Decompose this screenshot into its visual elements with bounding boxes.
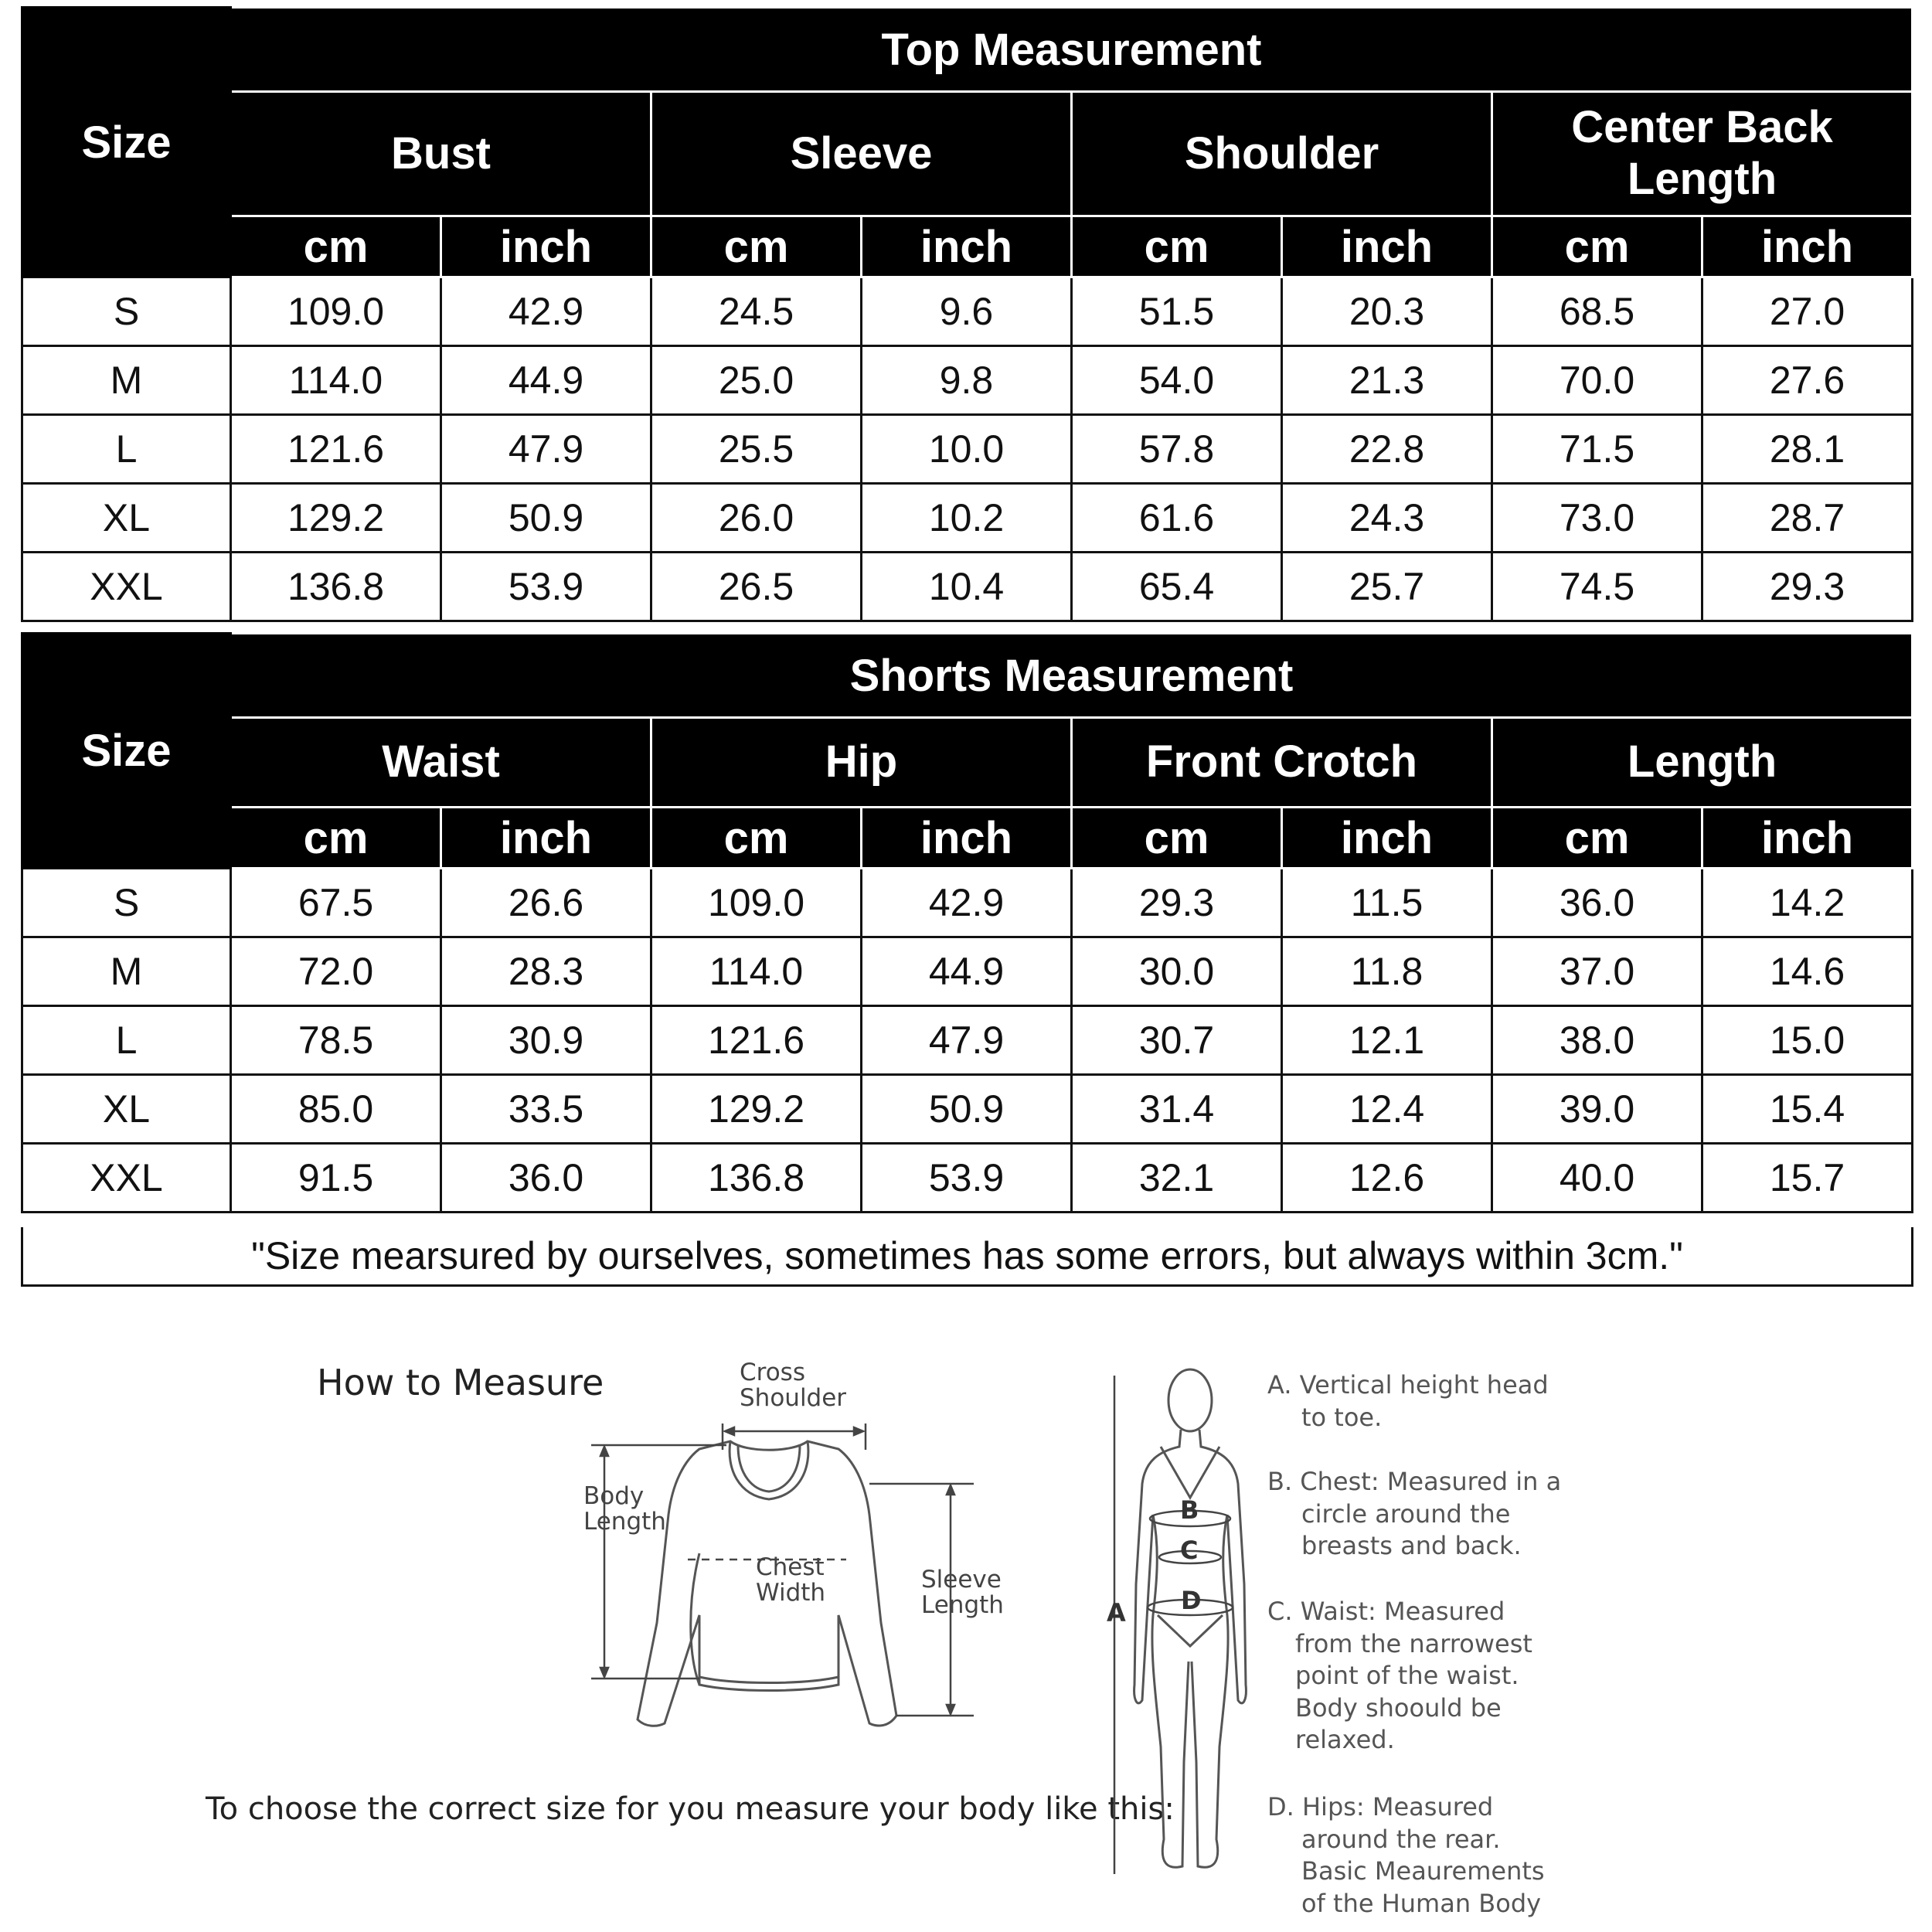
marker-a: A <box>1107 1598 1126 1628</box>
value-cell: 74.5 <box>1492 553 1702 621</box>
size-cell: S <box>22 869 231 937</box>
size-cell: M <box>22 346 231 415</box>
value-cell: 36.0 <box>441 1144 651 1213</box>
size-header: Size <box>22 8 231 277</box>
unit-header: cm <box>1492 216 1702 277</box>
value-cell: 70.0 <box>1492 346 1702 415</box>
unit-header: inch <box>1282 808 1492 869</box>
size-cell: M <box>22 937 231 1006</box>
category-header: Length <box>1492 718 1913 808</box>
value-cell: 44.9 <box>441 346 651 415</box>
value-cell: 37.0 <box>1492 937 1702 1006</box>
value-cell: 27.6 <box>1702 346 1913 415</box>
size-cell: XL <box>22 484 231 553</box>
category-header: Waist <box>231 718 651 808</box>
value-cell: 9.6 <box>862 277 1072 346</box>
category-header: Bust <box>231 92 651 216</box>
unit-header: inch <box>1702 216 1913 277</box>
value-cell: 14.2 <box>1702 869 1913 937</box>
table-row <box>22 346 1913 415</box>
table-row <box>22 1075 1913 1144</box>
value-cell: 31.4 <box>1072 1075 1282 1144</box>
value-cell: 29.3 <box>1072 869 1282 937</box>
value-cell: 109.0 <box>231 277 441 346</box>
unit-header: inch <box>441 808 651 869</box>
unit-header: inch <box>1702 808 1913 869</box>
value-cell: 12.6 <box>1282 1144 1492 1213</box>
value-cell: 67.5 <box>231 869 441 937</box>
value-cell: 36.0 <box>1492 869 1702 937</box>
size-cell: XL <box>22 1075 231 1144</box>
value-cell: 30.7 <box>1072 1006 1282 1075</box>
unit-header: cm <box>1072 808 1282 869</box>
value-cell: 27.0 <box>1702 277 1913 346</box>
value-cell: 38.0 <box>1492 1006 1702 1075</box>
value-cell: 47.9 <box>441 415 651 484</box>
value-cell: 28.7 <box>1702 484 1913 553</box>
legend-d: D. Hips: Measured around the rear. Basic Meaurements of the Human Body <box>1267 1792 1545 1918</box>
value-cell: 121.6 <box>651 1006 862 1075</box>
marker-d: D <box>1181 1586 1202 1615</box>
category-header: Shoulder <box>1072 92 1492 216</box>
unit-header: cm <box>1072 216 1282 277</box>
value-cell: 33.5 <box>441 1075 651 1144</box>
value-cell: 42.9 <box>862 869 1072 937</box>
category-header: Center Back Length <box>1492 92 1913 216</box>
unit-header: inch <box>862 808 1072 869</box>
unit-header: cm <box>1492 808 1702 869</box>
value-cell: 21.3 <box>1282 346 1492 415</box>
legend-c: C. Waist: Measured from the narrowest point of the waist. Body shoould be relaxed. <box>1267 1597 1532 1755</box>
body-length-label: Body Length <box>583 1482 666 1536</box>
value-cell: 57.8 <box>1072 415 1282 484</box>
value-cell: 29.3 <box>1702 553 1913 621</box>
value-cell: 121.6 <box>231 415 441 484</box>
value-cell: 30.0 <box>1072 937 1282 1006</box>
value-cell: 53.9 <box>862 1144 1072 1213</box>
size-header: Size <box>22 634 231 869</box>
value-cell: 72.0 <box>231 937 441 1006</box>
value-cell: 26.0 <box>651 484 862 553</box>
value-cell: 15.4 <box>1702 1075 1913 1144</box>
chest-width-label: Chest Width <box>756 1553 826 1607</box>
table-row <box>22 484 1913 553</box>
value-cell: 26.6 <box>441 869 651 937</box>
unit-header: cm <box>231 808 441 869</box>
value-cell: 30.9 <box>441 1006 651 1075</box>
value-cell: 54.0 <box>1072 346 1282 415</box>
value-cell: 47.9 <box>862 1006 1072 1075</box>
unit-header: cm <box>651 808 862 869</box>
value-cell: 114.0 <box>231 346 441 415</box>
value-cell: 14.6 <box>1702 937 1913 1006</box>
value-cell: 73.0 <box>1492 484 1702 553</box>
value-cell: 10.4 <box>862 553 1072 621</box>
value-cell: 32.1 <box>1072 1144 1282 1213</box>
measurement-note: "Size mearsured by ourselves, sometimes has some errors, but always within 3cm." <box>21 1227 1913 1287</box>
value-cell: 40.0 <box>1492 1144 1702 1213</box>
value-cell: 68.5 <box>1492 277 1702 346</box>
value-cell: 51.5 <box>1072 277 1282 346</box>
size-cell: L <box>22 415 231 484</box>
value-cell: 78.5 <box>231 1006 441 1075</box>
cross-shoulder-label: Cross Shoulder <box>740 1359 847 1413</box>
unit-header: cm <box>231 216 441 277</box>
unit-header: cm <box>651 216 862 277</box>
value-cell: 9.8 <box>862 346 1072 415</box>
value-cell: 53.9 <box>441 553 651 621</box>
value-cell: 61.6 <box>1072 484 1282 553</box>
legend-a: A. Vertical height head to toe. <box>1267 1370 1549 1432</box>
value-cell: 15.0 <box>1702 1006 1913 1075</box>
value-cell: 85.0 <box>231 1075 441 1144</box>
value-cell: 129.2 <box>651 1075 862 1144</box>
value-cell: 65.4 <box>1072 553 1282 621</box>
value-cell: 50.9 <box>441 484 651 553</box>
value-cell: 71.5 <box>1492 415 1702 484</box>
value-cell: 11.5 <box>1282 869 1492 937</box>
table-title: Shorts Measurement <box>231 634 1913 718</box>
table-row <box>22 937 1913 1006</box>
size-cell: L <box>22 1006 231 1075</box>
value-cell: 10.2 <box>862 484 1072 553</box>
unit-header: inch <box>862 216 1072 277</box>
value-cell: 44.9 <box>862 937 1072 1006</box>
how-to-measure-title: How to Measure <box>317 1362 604 1403</box>
value-cell: 11.8 <box>1282 937 1492 1006</box>
category-header: Front Crotch <box>1072 718 1492 808</box>
value-cell: 24.5 <box>651 277 862 346</box>
value-cell: 10.0 <box>862 415 1072 484</box>
shorts-measurement-table <box>21 632 1913 1213</box>
value-cell: 20.3 <box>1282 277 1492 346</box>
marker-b: B <box>1180 1495 1199 1525</box>
value-cell: 28.1 <box>1702 415 1913 484</box>
marker-c: C <box>1180 1536 1199 1565</box>
value-cell: 42.9 <box>441 277 651 346</box>
table-row <box>22 869 1913 937</box>
value-cell: 26.5 <box>651 553 862 621</box>
value-cell: 109.0 <box>651 869 862 937</box>
value-cell: 91.5 <box>231 1144 441 1213</box>
value-cell: 24.3 <box>1282 484 1492 553</box>
value-cell: 25.7 <box>1282 553 1492 621</box>
unit-header: inch <box>441 216 651 277</box>
category-header: Hip <box>651 718 1072 808</box>
table-row <box>22 1144 1913 1213</box>
table-row <box>22 415 1913 484</box>
body-figure <box>1097 1360 1291 1893</box>
table-title: Top Measurement <box>231 8 1913 92</box>
table-row <box>22 277 1913 346</box>
size-cell: S <box>22 277 231 346</box>
value-cell: 12.4 <box>1282 1075 1492 1144</box>
sleeve-length-label: Sleeve Length <box>921 1566 1004 1620</box>
value-cell: 12.1 <box>1282 1006 1492 1075</box>
unit-header: inch <box>1282 216 1492 277</box>
value-cell: 25.5 <box>651 415 862 484</box>
value-cell: 22.8 <box>1282 415 1492 484</box>
value-cell: 15.7 <box>1702 1144 1913 1213</box>
value-cell: 136.8 <box>231 553 441 621</box>
top-measurement-table <box>21 6 1913 622</box>
measure-instruction: To choose the correct size for you measure your body like this: <box>206 1791 1175 1827</box>
value-cell: 129.2 <box>231 484 441 553</box>
value-cell: 28.3 <box>441 937 651 1006</box>
value-cell: 39.0 <box>1492 1075 1702 1144</box>
value-cell: 50.9 <box>862 1075 1072 1144</box>
table-row <box>22 1006 1913 1075</box>
value-cell: 136.8 <box>651 1144 862 1213</box>
table-row <box>22 553 1913 621</box>
legend-b: B. Chest: Measured in a circle around the breasts and back. <box>1267 1467 1562 1561</box>
value-cell: 114.0 <box>651 937 862 1006</box>
size-cell: XXL <box>22 1144 231 1213</box>
category-header: Sleeve <box>651 92 1072 216</box>
size-cell: XXL <box>22 553 231 621</box>
value-cell: 25.0 <box>651 346 862 415</box>
